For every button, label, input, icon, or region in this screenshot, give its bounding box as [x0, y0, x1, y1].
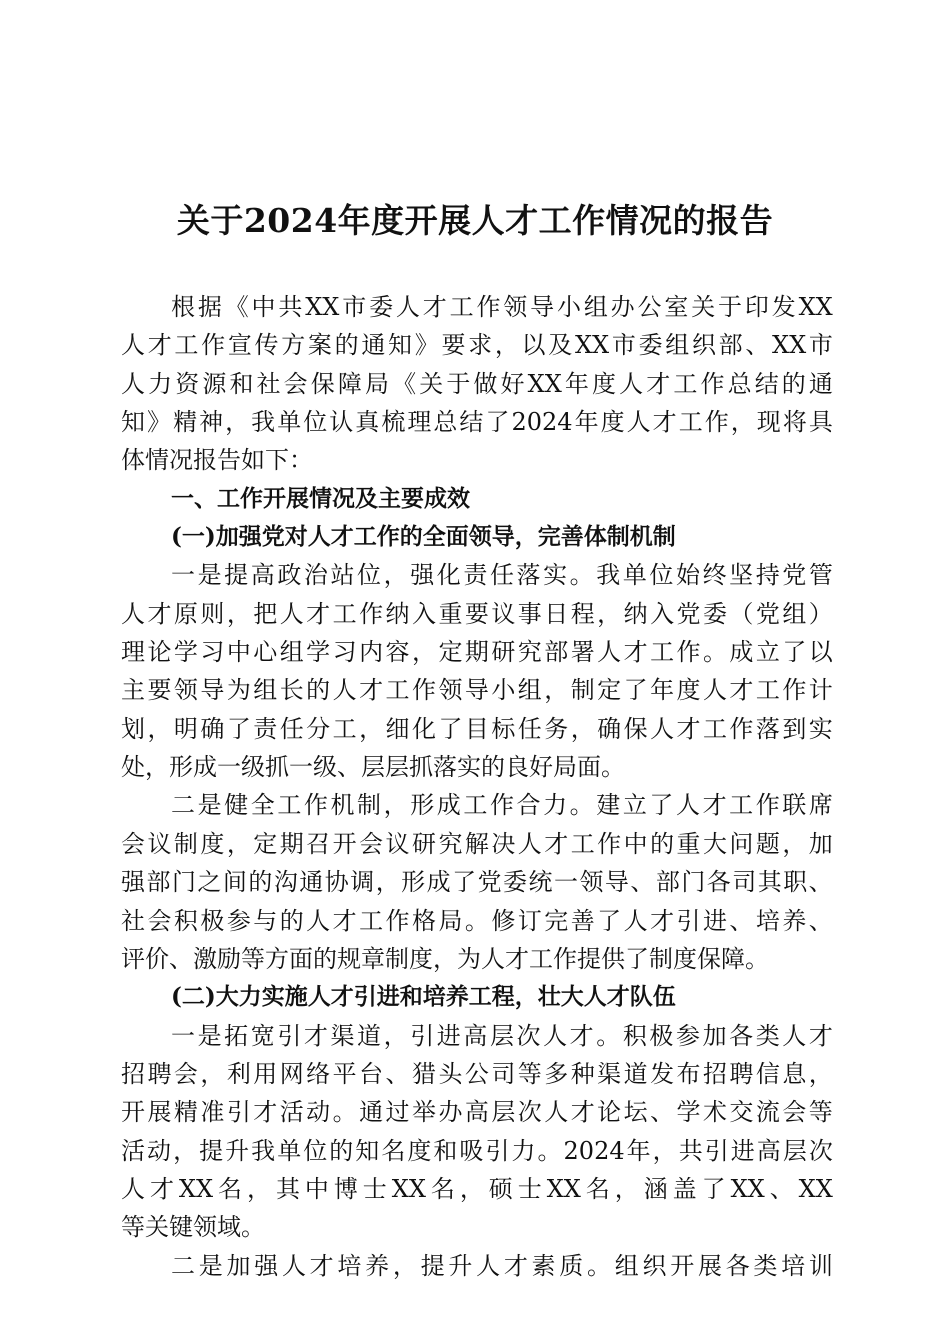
subsection-heading: (一)加强党对人才工作的全面领导，完善体制机制	[171, 523, 676, 551]
body-line: 划 ， 明 确 了 责 任 分 工 ， 细 化 了 目 标 任 务 ， 确 保 人 才 工 作 落 到 实	[121, 714, 833, 743]
body-line: 体情况报告如下：	[121, 446, 313, 475]
body-line: 人 力 资 源 和 社 会 保 障 局 《 关 于 做 好 XX 年 度 人 才 工 作 总 结 的 通	[121, 369, 833, 398]
body-line: 理 论 学 习 中 心 组 学 习 内 容 ， 定 期 研 究 部 署 人 才 工 作 。 成 立 了 以	[121, 638, 833, 667]
body-line: 处，形成一级抓一级、层层抓落实的良好局面。	[121, 753, 625, 782]
body-line: 主 要 领 导 为 组 长 的 人 才 工 作 领 导 小 组 ， 制 定 了 年 度 人 才 工 作 计	[121, 676, 833, 705]
body-line: 会 议 制 度 ， 定 期 召 开 会 议 研 究 解 决 人 才 工 作 中 的 重 大 问 题 ， 加	[121, 829, 833, 858]
body-line: 开 展 精 准 引 才 活 动 。 通 过 举 办 高 层 次 人 才 论 坛 、 学 术 交 流 会 等	[121, 1098, 833, 1127]
body-line: 一 是 提 高 政 治 站 位 ， 强 化 责 任 落 实 。 我 单 位 始 终 坚 持 党 管	[171, 561, 833, 590]
section-heading: 一、工作开展情况及主要成效	[171, 485, 470, 512]
body-line: 一 是 拓 宽 引 才 渠 道 ， 引 进 高 层 次 人 才 。 积 极 参 加 各 类 人 才	[171, 1021, 833, 1050]
subsection-heading: (二)大力实施人才引进和培养工程，壮大人才队伍	[171, 983, 676, 1011]
body-line: 人 才 工 作 宣 传 方 案 的 通 知 》 要 求 ， 以 及 XX 市 委 组 织 部 、 XX 市	[121, 331, 833, 360]
body-line: 二 是 加 强 人 才 培 养 ， 提 升 人 才 素 质 。 组 织 开 展 各 类 培 训	[171, 1251, 833, 1280]
body-line: 招 聘 会 ， 利 用 网 络 平 台 、 猎 头 公 司 等 多 种 渠 道 发 布 招 聘 信 息 ，	[121, 1059, 833, 1088]
body-line: 二 是 健 全 工 作 机 制 ， 形 成 工 作 合 力 。 建 立 了 人 才 工 作 联 席	[171, 791, 833, 820]
body-line: 活 动 ， 提 升 我 单 位 的 知 名 度 和 吸 引 力 。 2024 年 ， 共 引 进 高 层 次	[121, 1136, 833, 1165]
body-line: 根 据 《 中 共 XX 市 委 人 才 工 作 领 导 小 组 办 公 室 关 于 印 发 XX	[171, 293, 833, 321]
body-line: 人 才 XX 名 ， 其 中 博 士 XX 名 ， 硕 士 XX 名 ， 涵 盖 了 XX 、 XX	[121, 1174, 833, 1203]
body-line: 强 部 门 之 间 的 沟 通 协 调 ， 形 成 了 党 委 统 一 领 导 、 部 门 各 司 其 职 、	[121, 868, 833, 897]
document-title: 关于2024年度开展人才工作情况的报告	[176, 201, 774, 240]
body-line: 知 》 精 神 ， 我 单 位 认 真 梳 理 总 结 了 2024 年 度 人 才 工 作 ， 现 将 具	[121, 408, 833, 437]
body-line: 社 会 积 极 参 与 的 人 才 工 作 格 局 。 修 订 完 善 了 人 才 引 进 、 培 养 、	[121, 906, 833, 935]
body-line: 人 才 原 则 ， 把 人 才 工 作 纳 入 重 要 议 事 日 程 ， 纳 入 党 委 （ 党 组 ）	[121, 599, 833, 628]
body-line: 等关键领域。	[121, 1213, 265, 1242]
body-line: 评价、激励等方面的规章制度，为人才工作提供了制度保障。	[121, 944, 769, 973]
document-body	[121, 288, 833, 1285]
